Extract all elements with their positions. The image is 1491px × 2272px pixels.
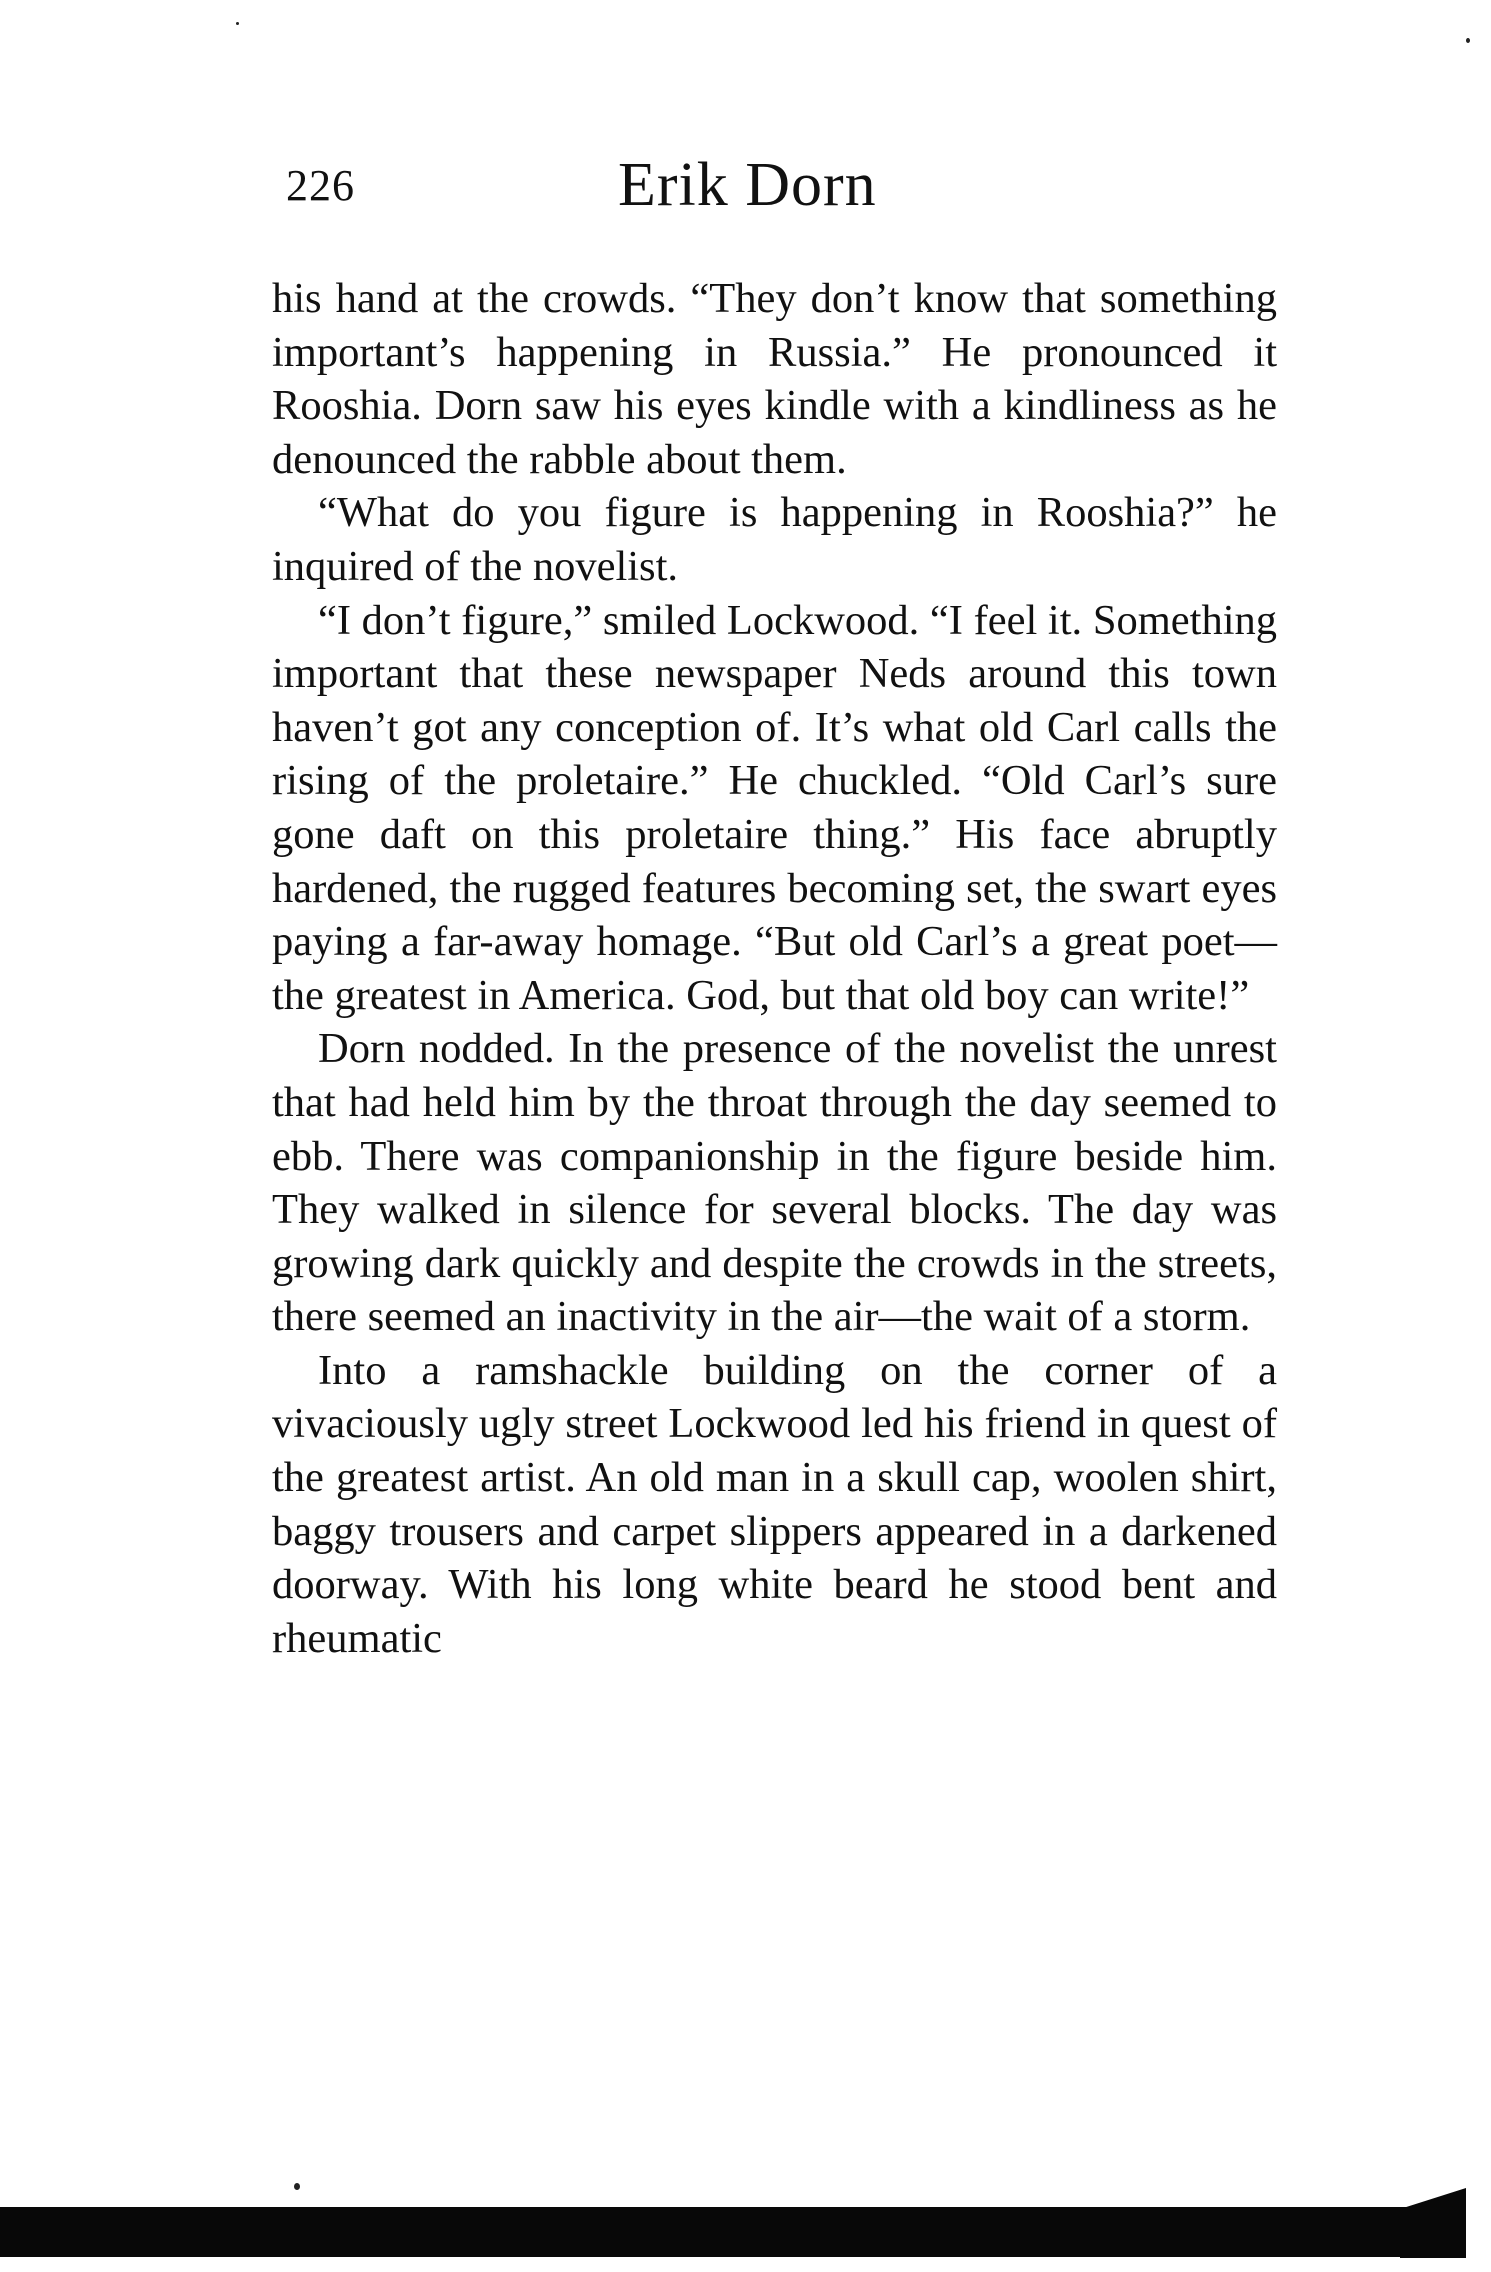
scan-speck [236,22,239,25]
scan-edge-shadow [0,2207,1462,2257]
page-number: 226 [286,161,355,210]
scan-speck [1466,38,1470,43]
body-text [272,272,1277,1665]
running-title: Erik Dorn [618,151,877,219]
scan-edge-shadow-tail [1400,2188,1466,2258]
paragraph-1: his hand at the crowds. “They don’t know that something important’s happening in Russia.” He pronounced it Rooshia. Dorn saw his eyes kindle with a kindliness as he denounced the rabble about them. [272,275,1277,483]
paragraph-2: “What do you figure is happening in Rooshia?” he inquired of the novelist. [272,489,1277,590]
paragraph-3: “I don’t figure,” smiled Lockwood. “I feel it. Something important that these newspaper Neds around this town haven’t got any conception of. It’s what old Carl calls the rising of the proletaire.” He chuckled. “Old Carl’s sure gone daft on this proletaire thing.” His face abruptly hardened, the rugged features becoming set, the swart eyes paying a far-away homage. “But old Carl’s a great poet—the greatest in America. God, but that old boy can write!” [272,596,1277,1019]
page-header [272,150,1282,230]
paragraph-5: Into a ramshackle building on the corner of a vivaciously ugly street Lockwood led his friend in quest of the greatest artist. An old man in a skull cap, woolen shirt, baggy trousers and carpet slippers appeared in a darkened doorway. With his long white beard he stood bent and rheumatic [272,1346,1277,1662]
scan-speck [294,2183,300,2190]
paragraph-4: Dorn nodded. In the presence of the novelist the unrest that had held him by the throat through the day seemed to ebb. There was companionship in the figure beside him. They walked in silence for several blocks. The day was growing dark quickly and despite the crowds in the streets, there seemed an inactivity in the air—the wait of a storm. [272,1025,1277,1341]
